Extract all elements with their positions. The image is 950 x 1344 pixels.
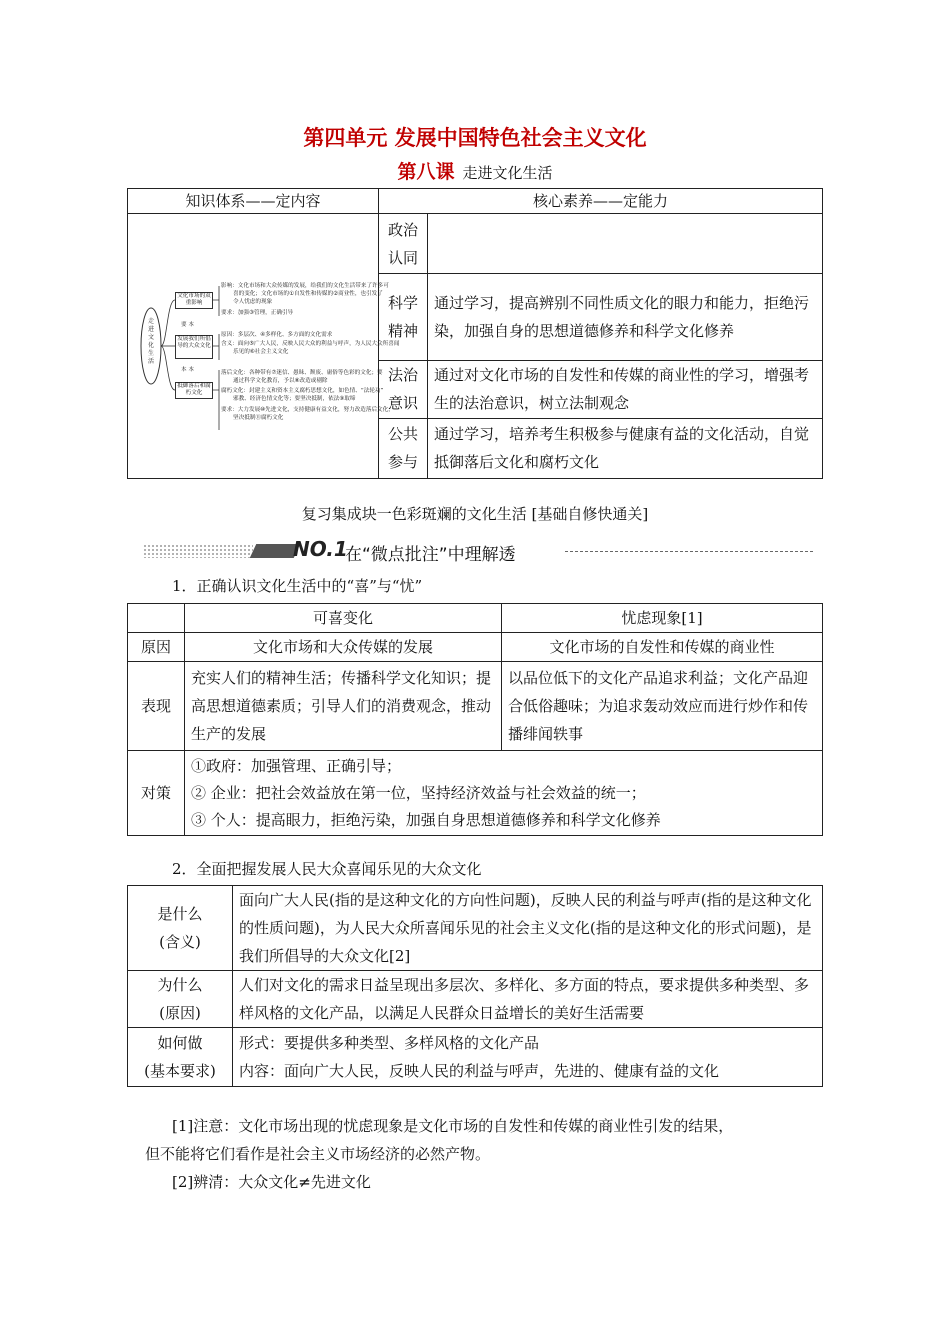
mindmap-line: 含义：面向⑤广大人民，反映人民大众的利益与呼声，为人民大众所喜闻 xyxy=(221,341,400,347)
category-science: 科学精神 xyxy=(379,274,428,361)
why-content: 人们对文化的需求日益呈现出多层次、多样化、多方面的特点，要求提供多种类型、多样风格的文化产品，以满足人民群众日益增长的美好生活需要 xyxy=(233,971,823,1028)
mindmap-line: 落后文化：各种带有⑦迷信、愚昧、颓废、庸俗等色彩的文化；要 xyxy=(221,370,383,376)
category-law: 法治意识 xyxy=(379,360,428,418)
banner-text: 在“微点批注”中理解透 xyxy=(345,545,516,565)
label-line: 为什么 xyxy=(157,976,203,994)
category-public: 公共参与 xyxy=(379,418,428,478)
mindmap-line: 要求：加强③管理，正确引导 xyxy=(221,310,294,316)
what-content: 面向广大人民(指的是这种文化的方向性问题)，反映人民的利益与呼声(指的是这种文化的性质问题)，为人民大众所喜闻乐见的社会主义文化(指的是这种文化的形式问题)，是我们所倡导的大众文化[2] xyxy=(233,886,823,971)
joy-worry-table xyxy=(127,603,823,836)
row-label-what xyxy=(128,886,233,971)
note-2: [2]辨清：大众文化≠先进文化 xyxy=(172,1173,371,1191)
col-hope: 可喜变化 xyxy=(185,604,502,633)
section1-heading: 1．正确认识文化生活中的“喜”与“忧” xyxy=(172,577,423,595)
mindmap-bracket-1 xyxy=(213,286,219,316)
category-science-content: 通过学习，提高辨别不同性质文化的眼力和能力，拒绝污染，加强自身的思想道德修养和科学文化修养 xyxy=(428,274,823,361)
overview-table xyxy=(127,188,823,479)
mindmap-link-3 xyxy=(161,346,175,390)
row-label-how xyxy=(128,1028,233,1087)
banner-dots xyxy=(143,544,253,558)
mindmap-line: 坚决抵制⑪腐朽文化 xyxy=(233,415,284,421)
cause-worry: 文化市场的自发性和传媒的商业性 xyxy=(502,633,823,662)
mindmap-root: 走进文化生活 xyxy=(147,318,154,365)
row-label-show: 表现 xyxy=(128,662,185,751)
label-line: 是什么 xyxy=(157,905,203,923)
measures-cell xyxy=(185,751,823,836)
row-label-cause: 原因 xyxy=(128,633,185,662)
label-line: (原因) xyxy=(159,1004,201,1022)
show-hope: 充实人们的精神生活；传播科学文化知识；提高思想道德素质；引导人们的消费观念，推动生产的发展 xyxy=(185,662,502,751)
category-politics: 政治认同 xyxy=(379,214,428,274)
category-public-content: 通过学习，培养考生积极参与健康有益的文化活动，自觉抵御落后文化和腐朽文化 xyxy=(428,418,823,478)
mindmap-line: 喜的变化；文化市场的①自发性和传媒的②商业性，也引发了 xyxy=(233,291,383,297)
row-label-measures: 对策 xyxy=(128,751,185,836)
mindmap-label-2: 本 本 xyxy=(181,367,194,373)
mindmap-bracket-3 xyxy=(213,370,219,430)
label-line: (基本要求) xyxy=(144,1062,216,1080)
mindmap-bracket-2 xyxy=(213,334,219,360)
category-politics-content xyxy=(428,214,823,274)
banner-dash-line xyxy=(565,551,813,552)
banner-number: NO.1 xyxy=(293,537,348,561)
how-line: 内容：面向广大人民，反映人民的利益与呼声，先进的、健康有益的文化 xyxy=(239,1062,720,1080)
mindmap-line: 原因：多层次、④多样化、多方面的文化需求 xyxy=(221,332,333,338)
cause-hope: 文化市场和大众传媒的发展 xyxy=(185,633,502,662)
overview-head-right: 核心素养——定能力 xyxy=(379,189,823,214)
lesson-heading xyxy=(0,157,950,184)
mindmap-branch-2: 发展我们所倡导的大众文化 xyxy=(175,335,213,359)
note-1-line-2: 但不能将它们看作是社会主义市场经济的必然产物。 xyxy=(145,1145,491,1163)
note-1-line-1: [1]注意：文化市场出现的忧虑现象是文化市场的自发性和传媒的商业性引发的结果， xyxy=(172,1117,734,1135)
section2-heading: 2．全面把握发展人民大众喜闻乐见的大众文化 xyxy=(172,860,482,878)
mindmap-line: 令人忧虑的现象 xyxy=(233,299,273,305)
lesson-name: 走进文化生活 xyxy=(462,164,553,182)
mindmap-line: 腐朽文化：封建主义和资本主义腐朽思想文化，如色情、“法轮功” xyxy=(221,388,384,394)
mindmap-line: 影响：文化市场和大众传媒的发展，给我们的文化生活带来了许多可 xyxy=(221,283,389,289)
measure-item: ③ 个人：提高眼力，拒绝污染，加强自身思想道德修养和科学文化修养 xyxy=(191,810,661,829)
corner-cell xyxy=(128,604,185,633)
category-law-content: 通过对文化市场的自发性和传媒的商业性的学习，增强考生的法治意识，树立法制观念 xyxy=(428,360,823,418)
measure-item: ①政府：加强管理、正确引导； xyxy=(191,756,402,775)
label-line: 如何做 xyxy=(157,1034,203,1052)
unit-title: 第四单元 发展中国特色社会主义文化 xyxy=(303,126,647,150)
how-content xyxy=(233,1028,823,1087)
label-line: (含义) xyxy=(159,933,201,951)
mass-culture-table xyxy=(127,885,823,1087)
section-banner xyxy=(143,537,813,565)
review-title: 复习集成块一色彩斑斓的文化生活 [基础自修快通关] xyxy=(301,505,649,523)
mindmap-line: 通过科学文化教育，予以⑧改造或剔除 xyxy=(233,378,328,384)
row-label-why xyxy=(128,971,233,1028)
mindmap-line: 乐见的⑥社会主义文化 xyxy=(233,349,289,355)
lesson-number: 第八课 xyxy=(397,161,455,183)
col-worry: 忧虑现象[1] xyxy=(502,604,823,633)
overview-head-left: 知识体系——定内容 xyxy=(128,189,379,214)
mindmap-line: 邪教、经济色情文化等；要坚决抵制，依法⑨取缔 xyxy=(233,396,356,402)
mindmap-link-1 xyxy=(161,300,175,346)
mindmap-label-1: 要 本 xyxy=(181,322,194,328)
mindmap-branch-3: 抵御落后和腐朽文化 xyxy=(175,382,213,399)
show-worry: 以品位低下的文化产品追求利益；文化产品迎合低俗趣味；为追求轰动效应而进行炒作和传播绯闻轶事 xyxy=(502,662,823,751)
mindmap-branch-1: 文化市场的双重影响 xyxy=(175,292,213,309)
knowledge-mindmap-cell xyxy=(128,214,400,479)
knowledge-mindmap xyxy=(133,230,400,462)
mindmap-line: 要求：大力发展⑩先进文化，支持健康有益文化，努力改造落后文化， xyxy=(221,407,394,413)
measure-item: ② 企业：把社会效益放在第一位，坚持经济效益与社会效益的统一； xyxy=(191,783,646,802)
how-line: 形式：要提供多种类型、多样风格的文化产品 xyxy=(239,1034,540,1052)
